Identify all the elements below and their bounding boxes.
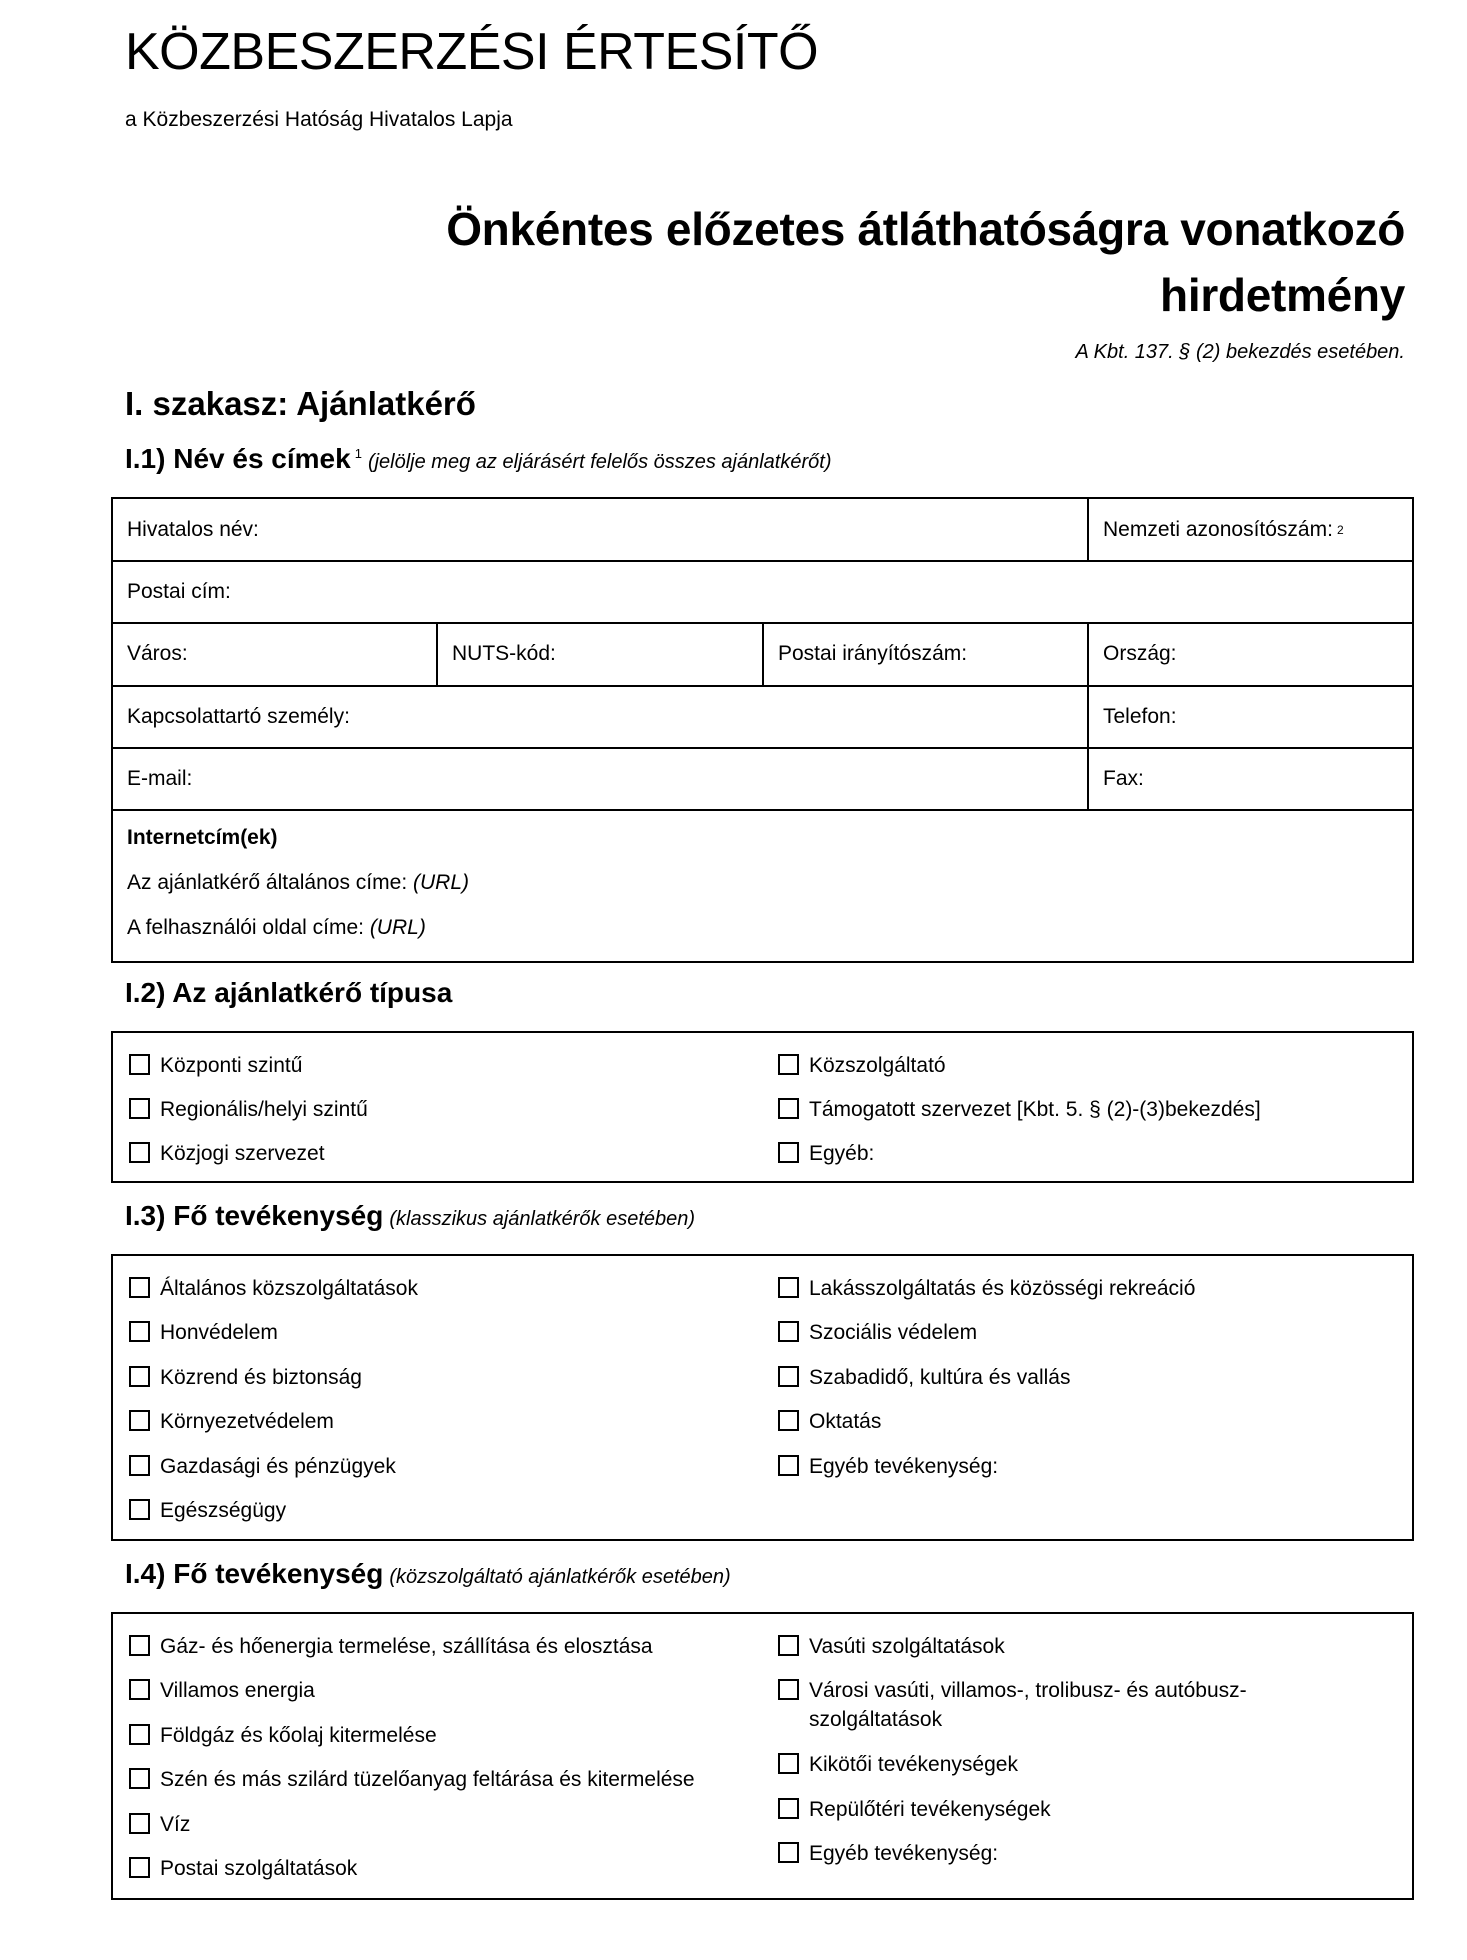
checkbox-item[interactable] (129, 1318, 278, 1347)
checkbox-item[interactable] (129, 1274, 418, 1303)
checkbox-item[interactable] (778, 1095, 1261, 1124)
checkbox-label: Közszolgáltató (809, 1054, 946, 1077)
main-activity-classic-box (111, 1254, 1414, 1541)
city-field[interactable] (113, 623, 436, 685)
official-name-label: Hivatalos név: (127, 517, 259, 541)
checkbox-item[interactable] (778, 1274, 1195, 1303)
document-subtitle: A Kbt. 137. § (2) bekezdés esetében. (1075, 341, 1405, 363)
checkbox-item[interactable] (778, 1051, 946, 1080)
checkbox-item[interactable] (129, 1051, 302, 1080)
checkbox[interactable] (778, 1455, 799, 1476)
checkbox-label: Egyéb: (809, 1142, 875, 1165)
checkbox-label: Oktatás (809, 1410, 882, 1433)
checkbox-item[interactable] (129, 1632, 653, 1661)
postal-address-field[interactable] (113, 561, 1412, 622)
checkbox[interactable] (129, 1724, 150, 1745)
checkbox[interactable] (129, 1277, 150, 1298)
main-activity-utilities-box (111, 1612, 1414, 1900)
official-name-field[interactable] (113, 499, 1087, 560)
i2-heading: I.2) Az ajánlatkérő típusa (125, 977, 453, 1008)
checkbox[interactable] (129, 1142, 150, 1163)
buyer-profile-label: A felhasználói oldal címe: (127, 916, 364, 939)
checkbox-item[interactable] (778, 1452, 998, 1481)
checkbox-item[interactable] (778, 1676, 1298, 1734)
country-label: Ország: (1103, 642, 1177, 665)
checkbox-item[interactable] (778, 1632, 1005, 1661)
checkbox-label: Regionális/helyi szintű (160, 1098, 368, 1121)
checkbox-item[interactable] (778, 1363, 1071, 1392)
checkbox[interactable] (778, 1321, 799, 1342)
nuts-code-label: NUTS-kód: (452, 642, 556, 665)
checkbox-label: Villamos energia (160, 1679, 315, 1702)
checkbox[interactable] (778, 1679, 799, 1700)
checkbox-label: Szociális védelem (809, 1321, 978, 1344)
national-id-label: Nemzeti azonosítószám: (1103, 517, 1333, 541)
checkbox-label: Közjogi szervezet (160, 1142, 325, 1165)
national-id-footnote-marker: 2 (1336, 522, 1344, 537)
checkbox-label: Központi szintű (160, 1054, 303, 1077)
buyer-type-box (111, 1031, 1414, 1183)
checkbox-label: Közrend és biztonság (160, 1366, 362, 1389)
checkbox-label: Postai szolgáltatások (160, 1857, 358, 1880)
email-field[interactable] (113, 748, 1087, 809)
checkbox[interactable] (129, 1054, 150, 1075)
i1-heading-text: I.1) Név és címek (125, 443, 351, 474)
checkbox-item[interactable] (129, 1496, 286, 1525)
city-label: Város: (127, 642, 188, 665)
checkbox[interactable] (778, 1410, 799, 1431)
general-address-label: Az ajánlatkérő általános címe: (127, 871, 408, 894)
checkbox-item[interactable] (129, 1854, 357, 1883)
checkbox[interactable] (778, 1054, 799, 1075)
checkbox[interactable] (129, 1768, 150, 1789)
document-title (405, 196, 1405, 328)
masthead-subtitle: a Közbeszerzési Hatóság Hivatalos Lapja (125, 108, 513, 131)
internet-addresses-heading: Internetcím(ek) (127, 826, 278, 849)
checkbox-label: Repülőtéri tevékenységek (809, 1798, 1051, 1821)
checkbox-item[interactable] (778, 1318, 977, 1347)
general-address-field[interactable] (127, 871, 469, 895)
checkbox[interactable] (129, 1679, 150, 1700)
checkbox-label: Kikötői tevékenységek (809, 1753, 1018, 1776)
checkbox-item[interactable] (129, 1407, 334, 1436)
document-title-line-1: Önkéntes előzetes átláthatóságra vonatkozó (446, 203, 1405, 255)
checkbox[interactable] (778, 1366, 799, 1387)
i1-note: (jelölje meg az eljárásért felelős összes ajánlatkérőt) (367, 451, 832, 473)
i4-note: (közszolgáltató ajánlatkérők esetében) (389, 1566, 731, 1588)
national-id-field[interactable] (1089, 499, 1414, 560)
i1-heading (125, 443, 831, 475)
checkbox-item[interactable] (129, 1363, 362, 1392)
checkbox[interactable] (778, 1842, 799, 1863)
checkbox-item[interactable] (778, 1839, 998, 1868)
checkbox-label: Támogatott szervezet [Kbt. 5. § (2)-(3)bekezdés] (809, 1098, 1261, 1121)
general-address-url-hint: (URL) (413, 871, 469, 894)
checkbox[interactable] (129, 1635, 150, 1656)
checkbox-item[interactable] (778, 1139, 874, 1168)
checkbox[interactable] (129, 1366, 150, 1387)
phone-label: Telefon: (1103, 704, 1177, 728)
fax-field[interactable] (1089, 748, 1414, 809)
checkbox[interactable] (129, 1499, 150, 1520)
postcode-field[interactable] (764, 623, 1087, 685)
checkbox-label: Gazdasági és pénzügyek (160, 1455, 396, 1478)
checkbox[interactable] (129, 1410, 150, 1431)
checkbox-label: Egészségügy (160, 1499, 287, 1522)
checkbox[interactable] (129, 1455, 150, 1476)
checkbox[interactable] (129, 1321, 150, 1342)
checkbox-item[interactable] (129, 1095, 368, 1124)
buyer-profile-field[interactable] (127, 916, 426, 940)
checkbox-label: Gáz- és hőenergia termelése, szállítása és elosztása (160, 1635, 653, 1658)
checkbox-label: Szabadidő, kultúra és vallás (809, 1366, 1071, 1389)
i1-footnote-marker: 1 (354, 446, 362, 461)
checkbox[interactable] (129, 1857, 150, 1878)
checkbox-item[interactable] (778, 1407, 881, 1436)
row-divider (113, 809, 1412, 811)
checkbox-label: Szén és más szilárd tüzelőanyag feltárása és kitermelése (160, 1768, 695, 1791)
contact-person-field[interactable] (113, 686, 1087, 747)
checkbox-label: Egyéb tevékenység: (809, 1842, 999, 1865)
document-title-line-2: hirdetmény (1160, 269, 1405, 321)
checkbox-item[interactable] (129, 1676, 315, 1705)
buyer-profile-url-hint: (URL) (369, 916, 426, 939)
checkbox-label: Városi vasúti, villamos-, trolibusz- és autóbusz-szolgáltatások (809, 1679, 1247, 1731)
i3-note: (klasszikus ajánlatkérők esetében) (389, 1208, 696, 1230)
i4-heading-text: I.4) Fő tevékenység (125, 1558, 384, 1589)
i3-heading (125, 1200, 695, 1232)
checkbox[interactable] (778, 1753, 799, 1774)
checkbox-item[interactable] (129, 1810, 190, 1839)
name-address-table (111, 497, 1414, 963)
checkbox-label: Földgáz és kőolaj kitermelése (160, 1724, 437, 1747)
checkbox-item[interactable] (129, 1721, 437, 1750)
checkbox[interactable] (778, 1635, 799, 1656)
checkbox[interactable] (129, 1813, 150, 1834)
fax-label: Fax: (1103, 766, 1144, 790)
checkbox[interactable] (129, 1098, 150, 1119)
contact-person-label: Kapcsolattartó személy: (127, 704, 350, 728)
i3-heading-text: I.3) Fő tevékenység (125, 1200, 384, 1231)
checkbox-label: Környezetvédelem (160, 1410, 334, 1433)
checkbox-item[interactable] (129, 1452, 396, 1481)
checkbox[interactable] (778, 1142, 799, 1163)
i4-heading (125, 1558, 731, 1590)
checkbox-item[interactable] (778, 1750, 1018, 1779)
checkbox-label: Honvédelem (160, 1321, 278, 1344)
checkbox[interactable] (778, 1277, 799, 1298)
checkbox[interactable] (778, 1098, 799, 1119)
nuts-code-field[interactable] (438, 623, 762, 685)
postal-address-label: Postai cím: (127, 579, 231, 603)
masthead-title: KÖZBESZERZÉSI ÉRTESÍTŐ (125, 23, 819, 81)
postcode-label: Postai irányítószám: (778, 642, 968, 665)
email-label: E-mail: (127, 766, 193, 790)
checkbox-label: Lakásszolgáltatás és közösségi rekreáció (809, 1277, 1196, 1300)
checkbox-label: Vasúti szolgáltatások (809, 1635, 1005, 1658)
checkbox-label: Víz (160, 1813, 191, 1836)
checkbox-label: Általános közszolgáltatások (160, 1277, 418, 1300)
checkbox-item[interactable] (778, 1795, 1051, 1824)
phone-field[interactable] (1089, 686, 1414, 747)
checkbox-item[interactable] (129, 1139, 325, 1168)
country-field[interactable] (1089, 623, 1414, 685)
checkbox-label: Egyéb tevékenység: (809, 1455, 999, 1478)
section-heading: I. szakasz: Ajánlatkérő (125, 385, 476, 422)
checkbox-item[interactable] (129, 1765, 695, 1794)
checkbox[interactable] (778, 1798, 799, 1819)
